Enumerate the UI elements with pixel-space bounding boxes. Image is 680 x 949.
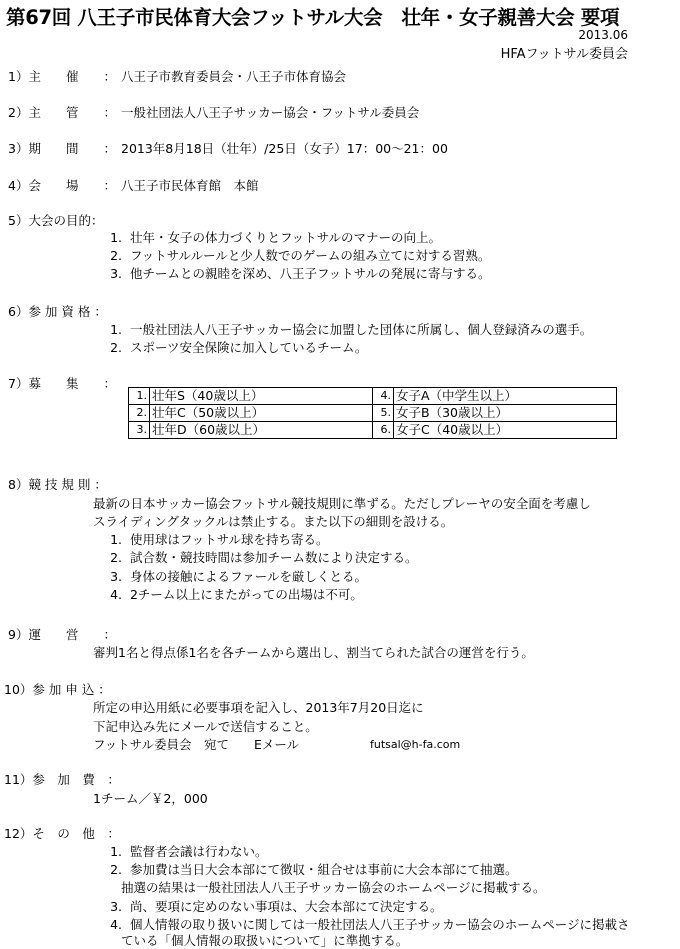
page-title: 第67回 八王子市民体育大会フットサル大会 壮年・女子親善大会 要項 — [6, 6, 620, 29]
category-number: 5. — [373, 405, 394, 422]
apply-text: 所定の申込用紙に必要事項を記入し、2013年7月20日迄に — [93, 700, 424, 715]
list-item: 3. 尚、要項に定めのない事項は、大会本部にて決定する。 — [110, 899, 443, 914]
list-item: 1. 監督者会議は行わない。 — [110, 844, 268, 859]
fee-label: 11）参 加 費 ： — [4, 772, 120, 787]
operation-text: 審判1名と得点係1名を各チームから選出し、割当てられた試合の運営を行う。 — [93, 645, 534, 660]
venue-label: 4）会 場 ： — [8, 178, 116, 193]
list-item: 2. フットサルルールと少人数でのゲームの組み立てに対する習熟。 — [110, 248, 491, 263]
rules-intro: 最新の日本サッカー協会フットサル競技規則に準ずる。ただしプレーヤの安全面を考慮し — [93, 496, 591, 511]
eligibility-label: 6）参 加 資 格 ： — [8, 304, 107, 319]
category-number: 6. — [373, 422, 394, 439]
category-name: 女子B（30歳以上） — [394, 405, 617, 422]
list-item-continuation: ている「個人情報の取扱いについて」に準拠する。 — [121, 933, 409, 948]
operation-label: 9）運 営 ： — [8, 627, 116, 642]
rules-intro: スライディングタックルは禁止する。また以下の細則を設ける。 — [93, 514, 454, 529]
list-item: 4. 個人情報の取り扱いに関しては一般社団法人八王子サッカー協会のホームページに掲載さ — [110, 917, 630, 932]
recruit-label: 7）募 集 ： — [8, 376, 116, 391]
host-label: 1）主 催 ： — [8, 69, 116, 84]
apply-contact: フットサル委員会 宛て Eメール — [93, 737, 300, 752]
list-item: 1. 一般社団法人八王子サッカー協会に加盟した団体に所属し、個人登録済みの選手。 — [110, 322, 593, 337]
apply-label: 10）参 加 申 込 ： — [4, 682, 111, 697]
issuing-organization: HFAフットサル委員会 — [500, 47, 628, 62]
category-name: 壮年S（40歳以上） — [150, 388, 373, 405]
venue-value: 八王子市民体育館 本館 — [121, 178, 259, 193]
category-name: 女子A（中学生以上） — [394, 388, 617, 405]
table-row — [129, 422, 617, 439]
list-item: 3. 他チームとの親睦を深め、八王子フットサルの発展に寄与する。 — [110, 266, 491, 281]
category-number: 4. — [373, 388, 394, 405]
manage-value: 一般社団法人八王子サッカー協会・フットサル委員会 — [121, 105, 420, 120]
list-item: 2. 試合数・競技時間は参加チーム数により決定する。 — [110, 550, 418, 565]
category-number: 3. — [129, 422, 150, 439]
rules-label: 8）競 技 規 則 ： — [8, 477, 107, 492]
other-label: 12）そ の 他 ： — [4, 826, 120, 841]
list-item: 1. 壮年・女子の体力づくりとフットサルのマナーの向上。 — [110, 230, 441, 245]
purpose-label: 5）大会の目的： — [8, 213, 104, 228]
category-name: 女子C（40歳以上） — [394, 422, 617, 439]
issue-date: 2013.06 — [578, 28, 628, 42]
apply-text: 下記申込み先にメールで送信すること。 — [93, 719, 318, 734]
category-name: 壮年D（60歳以上） — [150, 422, 373, 439]
host-value: 八王子市教育委員会・八王子市体育協会 — [121, 69, 347, 84]
table-row — [129, 388, 617, 405]
period-label: 3）期 間 ： — [8, 141, 116, 156]
category-name: 壮年C（50歳以上） — [150, 405, 373, 422]
table-row — [129, 405, 617, 422]
period-value: 2013年8月18日（壮年）/25日（女子）17：00〜21：00 — [121, 141, 448, 156]
category-number: 1. — [129, 388, 150, 405]
list-item: 2. スポーツ安全保険に加入しているチーム。 — [110, 340, 368, 355]
list-item-continuation: 抽選の結果は一般社団法人八王子サッカー協会のホームページに掲載する。 — [121, 880, 546, 895]
category-table — [128, 387, 617, 439]
list-item: 3. 身体の接触によるファールを厳しくとる。 — [110, 569, 367, 584]
list-item: 4. 2チーム以上にまたがっての出場は不可。 — [110, 587, 363, 602]
list-item: 2. 参加費は当日大会本部にて徴収・組合せは事前に大会本部にて抽選。 — [110, 862, 518, 877]
manage-label: 2）主 管 ： — [8, 105, 116, 120]
category-number: 2. — [129, 405, 150, 422]
contact-email[interactable]: futsal@h-fa.com — [370, 738, 461, 751]
list-item: 1. 使用球はフットサル球を持ち寄る。 — [110, 532, 329, 547]
fee-text: 1チーム／￥2，000 — [93, 791, 208, 806]
